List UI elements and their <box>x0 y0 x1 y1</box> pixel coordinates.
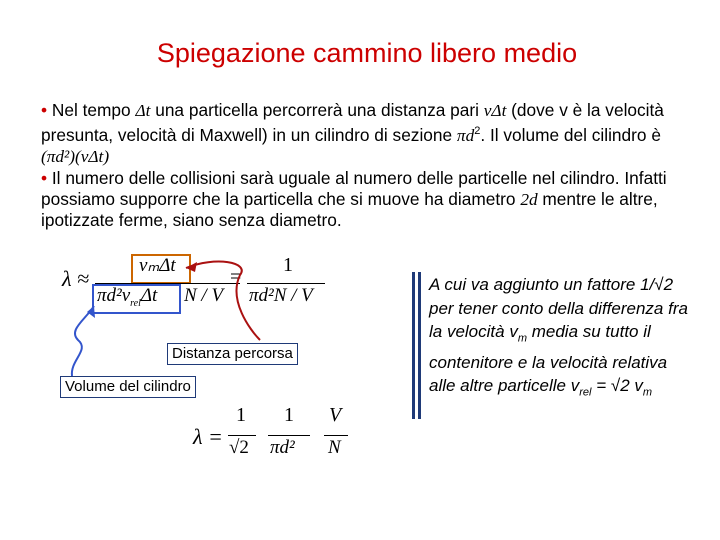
text: una particella percorrerà una distanza pari <box>150 100 484 120</box>
note-sub: m <box>517 332 527 345</box>
blue-arrow-curve <box>72 306 94 376</box>
math-vdt: vΔt <box>483 101 507 120</box>
side-note-bar-1 <box>412 272 415 419</box>
volume-label: Volume del cilindro <box>60 376 196 398</box>
side-note <box>429 273 689 405</box>
eq1-rhs-den: πd²N / V <box>249 285 313 306</box>
eq2-f2-num: 1 <box>284 404 294 426</box>
note-text: A cui va aggiunto un fattore 1/√2 per tener conto della differenza fra la velocità v <box>429 275 688 341</box>
eq2-f3-num: V <box>329 404 342 426</box>
eq2-f1-num: 1 <box>236 404 246 426</box>
eq2-f3-line <box>324 435 348 436</box>
text: (dove v è la velocità presunta, velocità di Maxwell) in un cilindro di sezione <box>41 100 664 146</box>
eq2-f1-den: √2 <box>229 437 249 458</box>
eq1-lambda: λ ≈ <box>62 266 90 291</box>
eq2-f3-den: N <box>328 437 341 458</box>
text: mentre le altre, ipotizzate ferme, siano senza diametro. <box>41 188 658 231</box>
slide-title: Spiegazione cammino libero medio <box>156 38 578 68</box>
math-2d: 2d <box>520 189 538 209</box>
note-text: = √2 v <box>591 376 643 396</box>
den-part: Δt <box>140 285 158 306</box>
distance-label: Distanza percorsa <box>167 343 298 365</box>
math-volume: (πd²)(vΔt) <box>41 147 110 167</box>
text: Il numero delle collisioni sarà uguale al numero delle particelle nel cilindro. Infatti possiamo supporre che la particella che si muove ha diametro <box>41 167 667 209</box>
math-dt: Δt <box>135 101 151 120</box>
bullet-marker: • <box>41 167 48 188</box>
bullet-marker: • <box>41 100 48 120</box>
side-note-bar-2 <box>418 272 421 419</box>
eq1-rhs-fraction-line <box>247 283 325 284</box>
text: Nel tempo <box>51 100 136 120</box>
den-part: πd²v <box>97 285 131 306</box>
text: . Il volume del cilindro è <box>480 125 661 146</box>
eq1-denominator <box>97 285 157 309</box>
eq1-denominator-rest: N / V <box>184 285 224 306</box>
eq2-f2-den: πd² <box>270 437 295 458</box>
note-text: media su tutto il contenitore e la velocità relativa alle altre particelle v <box>429 322 668 396</box>
eq2-f2-line <box>268 435 310 436</box>
eq2-lhs: λ = <box>193 424 223 449</box>
bullet-2 <box>41 168 691 232</box>
eq2-f1-line <box>228 435 256 436</box>
bullet-1: • Nel tempo Δt una particella percorrerà una distanza pari vΔt (dove v è la velocità presunta, velocità di Maxwell) in un cilindro di sezione $\pi d^2$. Il volume del cilindro è (πd²)(vΔt) <box>41 100 664 167</box>
math-pid2: πd <box>456 126 475 146</box>
note-sub: m <box>642 386 653 399</box>
body-text <box>41 100 691 232</box>
eq1-equals: = <box>230 266 242 288</box>
eq1-numerator: vₘΔt <box>139 255 176 276</box>
den-sub: rel <box>130 297 141 309</box>
eq1-rhs-num: 1 <box>283 254 293 276</box>
note-sub: rel <box>579 386 592 399</box>
